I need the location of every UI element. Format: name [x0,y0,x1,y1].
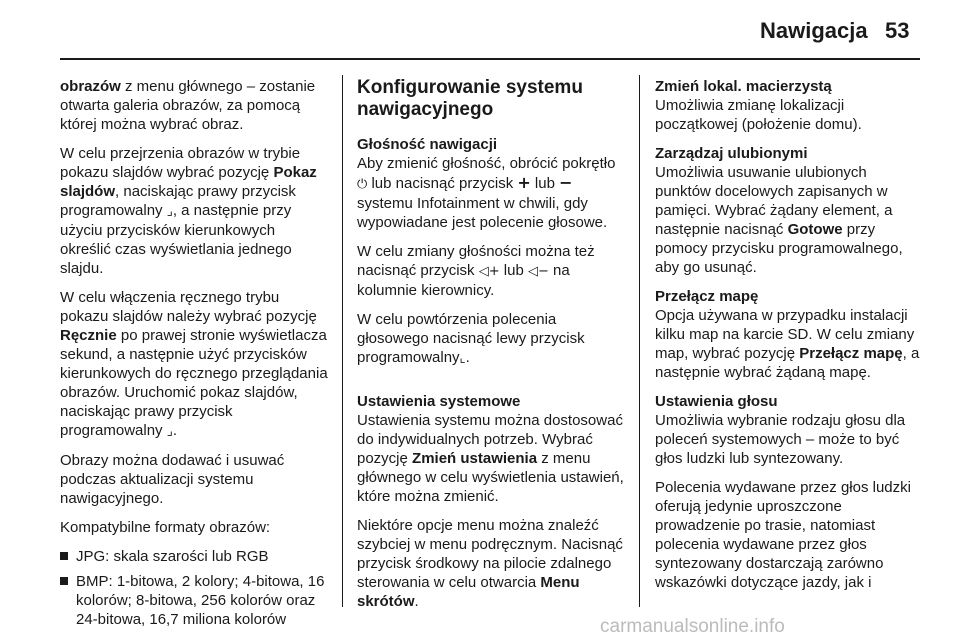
paragraph: Obrazy można dodawać i usuwać podczas aktualizacji systemu nawigacyjnego. [60,452,285,507]
paragraph: Umożliwia zmianę lokalizacji początkowej (położenie domu). [655,97,862,133]
subsection-title: Głośność nawigacji [357,136,498,153]
text: z menu głównego w celu wyświetlenia ustawień, które można zmienić. [357,450,624,505]
page-title: Nawigacja [760,18,868,43]
text: , a następnie przy użyciu przycisków kierunkowych określić czas wyświetlania jednego slajdu. [60,202,292,277]
page-number: 53 [885,18,910,43]
softkey-right-icon: ⌟ [166,204,173,219]
term: Gotowe [787,221,843,238]
subsection-title: Zmień lokal. macierzystą [655,78,832,95]
volume-down-icon: ◁− [527,264,549,279]
term: Ręcznie [60,327,117,344]
text: Niektóre opcje menu można znaleźć szybciej w menu podręcznym. Nacisnąć przycisk środkowy na pilocie zdalnego sterowania w celu otwarcia [357,517,623,591]
column-divider-1 [342,75,343,607]
term: Pokaz slajdów [60,164,317,200]
text: Aby zmienić głośność, obrócić pokrętło [357,155,616,172]
paragraph [357,154,625,232]
text: . [172,422,177,439]
volume-up-icon: ◁+ [478,264,500,279]
text: Umożliwia usuwanie ulubionych punktów docelowych zapisanych w pamięci. Wybrać żądany element, a następnie nacisnąć [655,164,893,238]
text: W celu zmiany głośności można też nacisnąć przycisk [357,243,595,279]
list-item [60,547,330,566]
paragraph [60,77,330,134]
section-heading: Konfigurowanie systemu nawigacyjnego [357,77,583,120]
format-list [60,547,330,629]
paragraph [357,310,625,368]
column-1 [60,77,330,635]
text: po prawej stronie wyświetlacza sekund, a następnie użyć przycisków kierunkowych do ręcznego przeglądania obrazów. Uruchomić pokaz slajdów, naciskając prawy przycisk programowalny [60,327,328,439]
text: lub [499,262,528,279]
minus-icon: − [559,173,573,192]
list-item-text: BMP: 1-bitowa, 2 kolory; 4-bitowa, 16 kolorów; 8-bitowa, 256 kolorów oraz 24-bitowa, 16,7 miliona kolorów [76,573,325,628]
text: lub [530,175,560,192]
text: Opcja używana w przypadku instalacji kilku map na karcie SD. W celu zmiany map, wybrać pozycję [655,307,915,362]
text: , a następnie wybrać żądaną mapę. [655,345,920,381]
text: . [465,349,470,366]
list-item [60,572,330,629]
text: W celu powtórzenia polecenia głosowego nacisnąć lewy przycisk programowalny [357,311,585,366]
bullet-icon [60,577,68,585]
text: na kolumnie kierownicy. [357,262,570,299]
text: , naciskając prawy przycisk programowalny [60,183,296,219]
term: obrazów [60,78,121,95]
text: z menu głównego – zostanie otwarta galeria obrazów, za pomocą której można wybrać obraz. [60,78,316,133]
paragraph [357,516,625,611]
text: przy pomocy przycisku programowalnego, aby go usunąć. [655,221,903,276]
text: lub nacisnąć przycisk [367,175,518,192]
text: W celu włączenia ręcznego trybu pokazu slajdów należy wybrać pozycję [60,289,317,325]
term: Zmień ustawienia [412,450,538,467]
subsection-title: Ustawienia głosu [655,393,778,410]
paragraph [655,163,925,277]
paragraph: Kompatybilne formaty obrazów: [60,519,271,536]
column-2 [357,77,625,621]
subsection-title: Przełącz mapę [655,288,759,305]
column-3 [655,77,925,602]
paragraph: Umożliwia wybranie rodzaju głosu dla poleceń systemowych – może to być głos ludzki lub syntezowany. [655,412,906,467]
softkey-right-icon: ⌟ [166,424,173,439]
paragraph [60,288,330,441]
paragraph [655,306,925,382]
paragraph [357,242,625,300]
header-divider [60,58,920,60]
paragraph: Polecenia wydawane przez głos ludzki oferują jedynie uproszczone prowadzenie po trasie, natomiast polecenia wydawane przez głos syntezowany dostarczają zarówno wskazówki dotyczące jazdy, jak i [655,479,911,591]
watermark: carmanualsonline.info [600,616,785,637]
softkey-left-icon: ⌞ [459,351,466,366]
text: systemu Infotainment w chwili, gdy wypowiadane jest polecenie głosowe. [357,195,608,231]
bullet-icon [60,552,68,560]
list-item-text: JPG: skala szarości lub RGB [76,548,269,565]
power-knob-icon: ⏻ [357,177,368,192]
column-divider-2 [639,75,640,607]
text: W celu przejrzenia obrazów w trybie pokazu slajdów wybrać pozycję [60,145,301,181]
plus-icon: + [517,173,531,192]
paragraph [357,411,625,506]
subsection-title: Zarządzaj ulubionymi [655,145,808,162]
text: . [414,593,419,610]
text: Ustawienia systemu można dostosować do indywidualnych potrzeb. Wybrać pozycję [357,412,623,467]
subsection-title: Ustawienia systemowe [357,393,521,410]
term: Menu skrótów [357,574,580,610]
term: Przełącz mapę [799,345,903,362]
paragraph [60,144,330,278]
